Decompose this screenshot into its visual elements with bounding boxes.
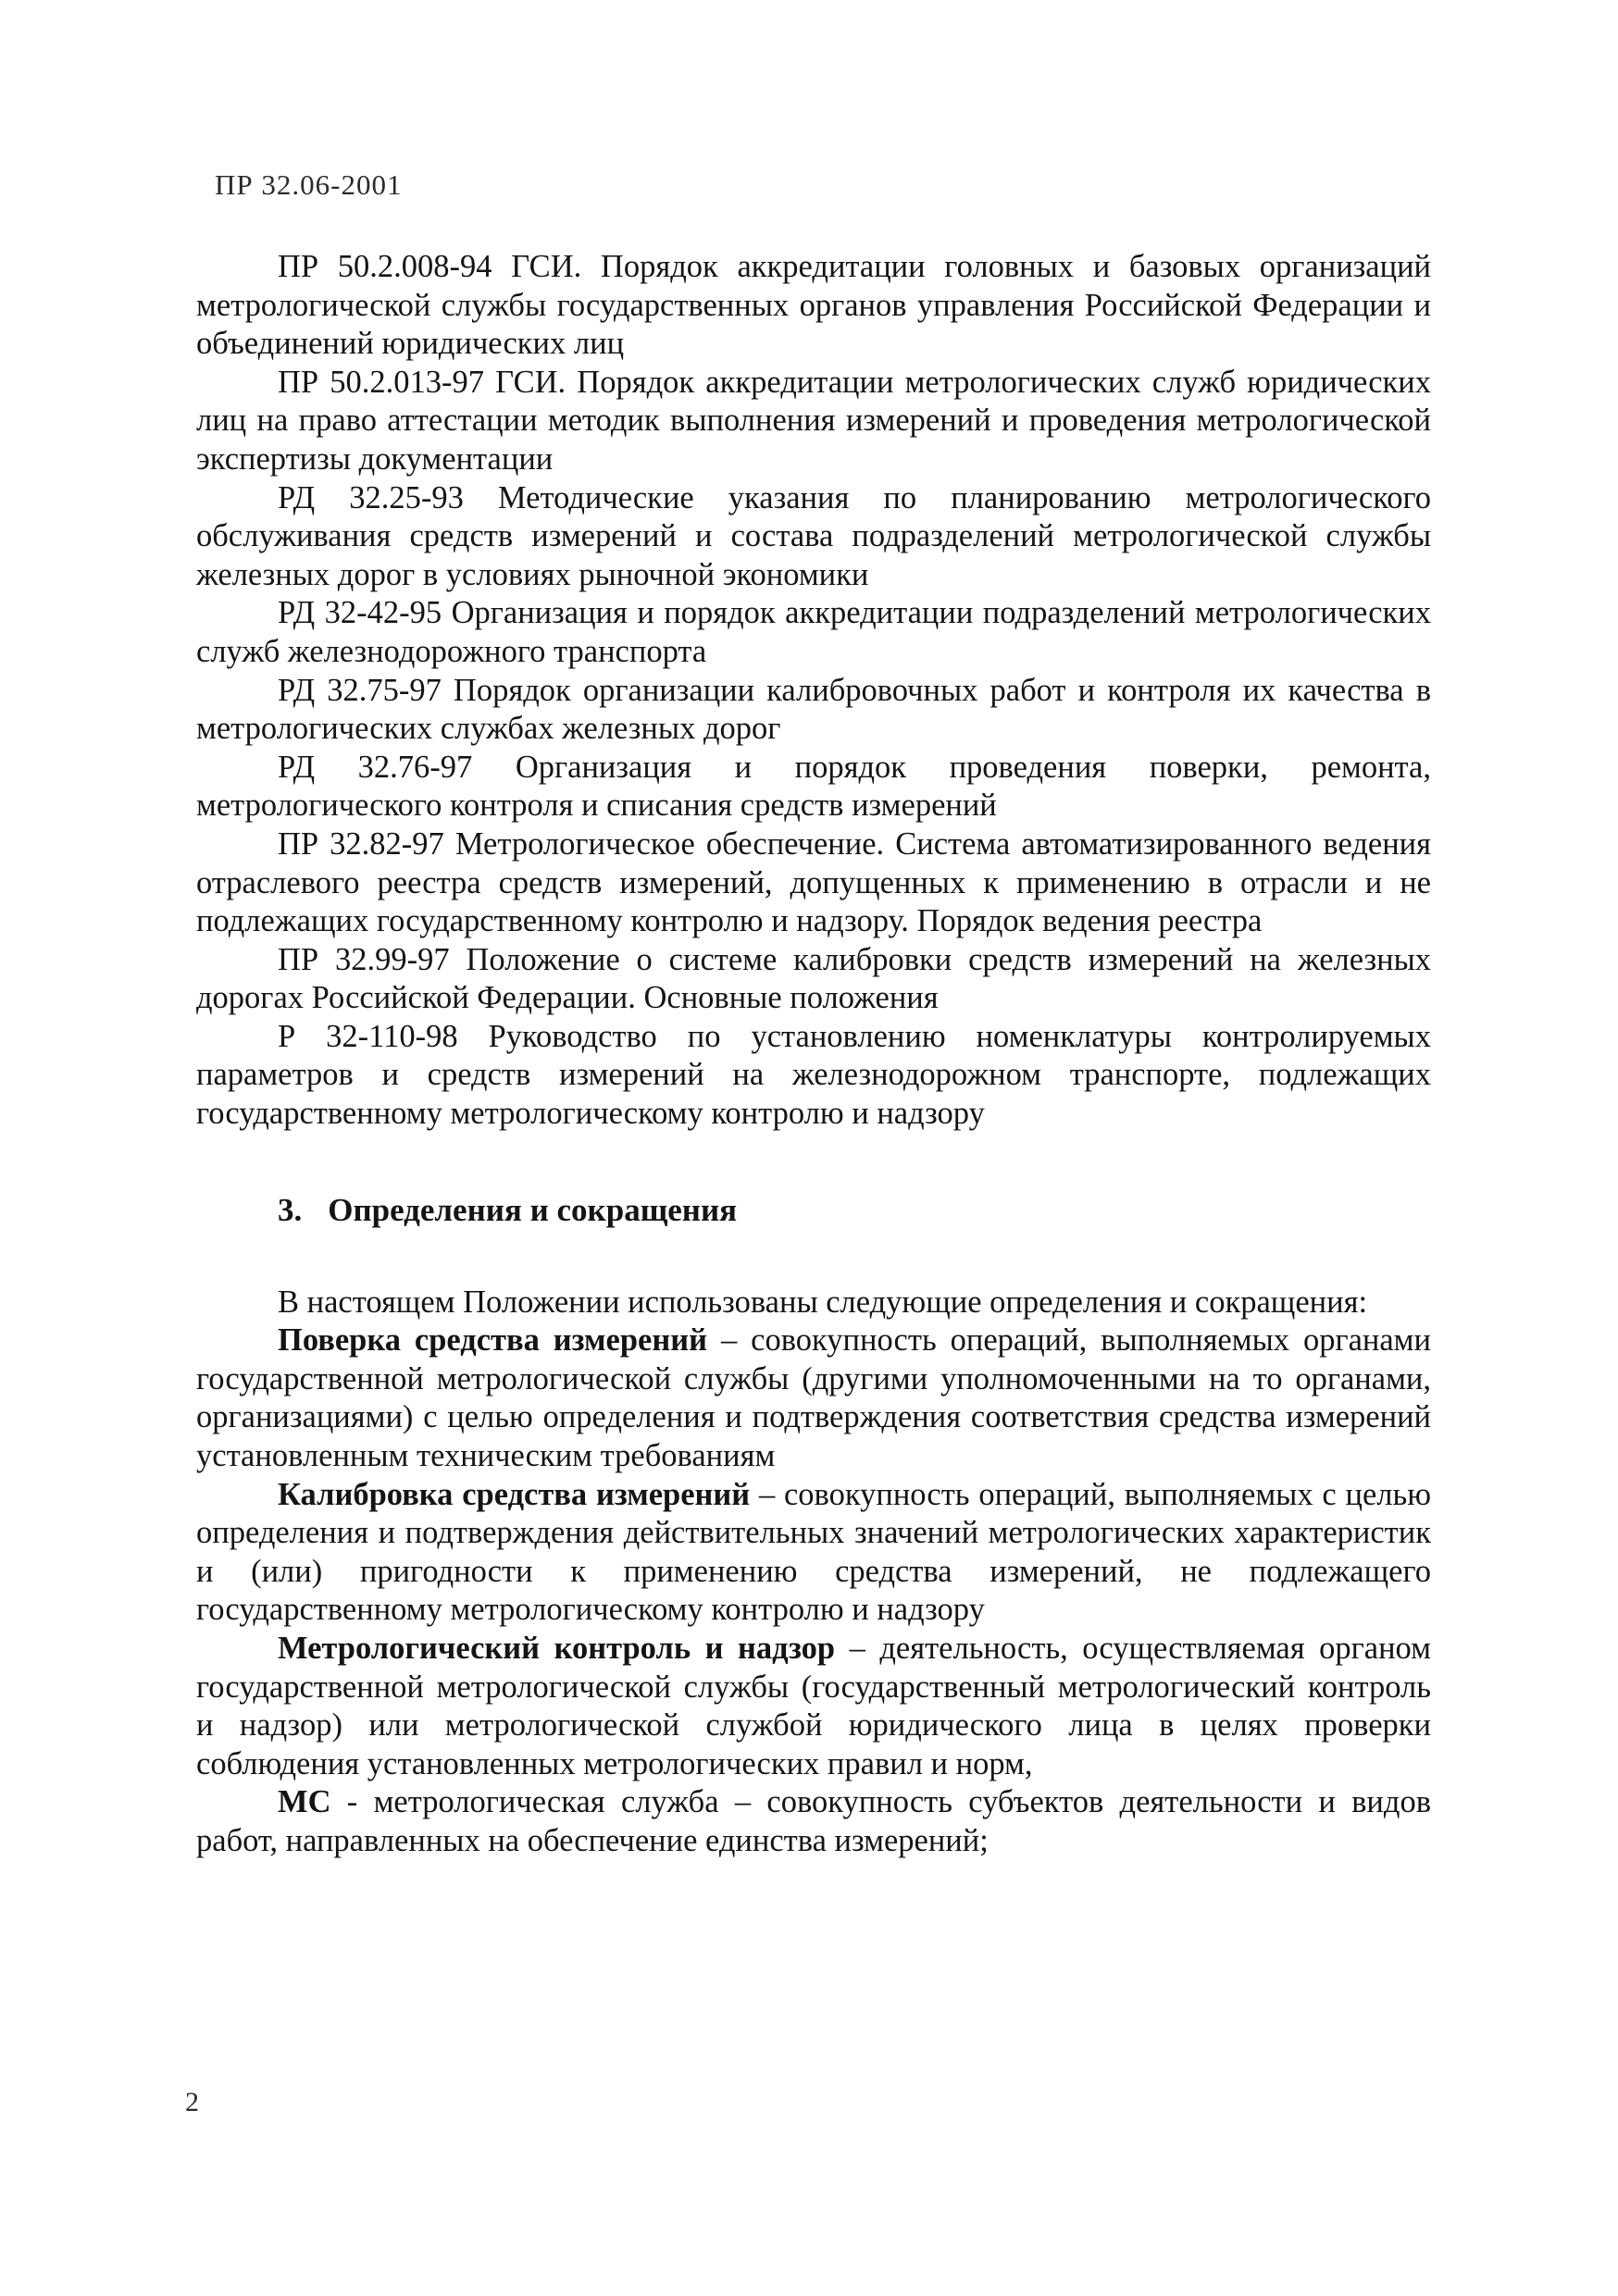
definition-term: Метрологический контроль и надзор — [278, 1631, 836, 1666]
reference-item: ПР 50.2.013-97 ГСИ. Порядок аккредитации метрологических служб юридических лиц на право аттестации методик выполнения измерений и проведения метрологической экспертизы документации — [196, 364, 1431, 477]
reference-item: РД 32.75-97 Порядок организации калибровочных работ и контроля их качества в метрологических службах железных дорог — [196, 672, 1431, 747]
reference-item: Р 32-110-98 Руководство по установлению номенклатуры контролируемых параметров и средств измерений на железнодорожном транспорте, подлежащих государственному метрологическому контролю и надзору — [196, 1018, 1431, 1132]
definitions-list — [196, 1284, 1431, 1861]
page-content — [196, 248, 1431, 1861]
reference-list — [196, 248, 1431, 1134]
definition-term: Поверка средства измерений — [278, 1322, 707, 1359]
definition-text: – деятельность, осуществляемая органом государственной метрологической службы (государственный метрологический контроль и надзор) или метрологической службой юридического лица в целях проверки соблюдения установленных метрологических правил и норм, — [196, 1631, 1431, 1781]
page-number: 2 — [185, 2087, 199, 2117]
definition-item — [196, 1630, 1431, 1783]
section-number: 3. — [278, 1191, 303, 1228]
reference-item: ПР 32.99-97 Положение о системе калибровки средств измерений на железных дорогах Российской Федерации. Основные положения — [196, 941, 1431, 1016]
definition-text: – совокупность операций, выполняемых органами государственной метрологической службы (другими уполномоченными на то органами, организациями) с целью определения и подтверждения соответствия средства измерений установленным техническим требованиям — [196, 1322, 1431, 1474]
reference-item: РД 32.25-93 Методические указания по планированию метрологического обслуживания средств измерений и состава подразделений метрологической службы железных дорог в условиях рыночной экономики — [196, 479, 1431, 592]
definition-term: Калибровка средства измерений — [278, 1476, 751, 1512]
section-intro: В настоящем Положении использованы следующие определения и сокращения: — [278, 1284, 1368, 1320]
reference-item: ПР 32.82-97 Метрологическое обеспечение. Система автоматизированного ведения отраслевого реестра средств измерений, допущенных к применению в отрасли и не подлежащих государственному контролю и надзору. Порядок ведения реестра — [196, 825, 1431, 939]
reference-item: РД 32-42-95 Организация и порядок аккредитации подразделений метрологических служб железнодорожного транспорта — [196, 595, 1431, 669]
definition-text: - метрологическая служба – совокупность субъектов деятельности и видов работ, направленных на обеспечение единства измерений; — [196, 1784, 1431, 1858]
section-heading — [196, 1191, 1431, 1230]
definition-item — [196, 1476, 1431, 1630]
definition-item — [196, 1322, 1431, 1475]
definition-text: – совокупность операций, выполняемых с целью определения и подтверждения действительных значений метрологических характеристик и (или) пригодности к применению средства измерений, не подлежащего государственному метрологическому контролю и надзору — [196, 1476, 1431, 1628]
reference-item: ПР 50.2.008-94 ГСИ. Порядок аккредитации головных и базовых организаций метрологической службы государственных органов управления Российской Федерации и объединений юридических лиц — [196, 249, 1431, 362]
reference-item: РД 32.76-97 Организация и порядок проведения поверки, ремонта, метрологического контроля и списания средств измерений — [196, 749, 1431, 824]
definition-item — [196, 1783, 1431, 1860]
definition-term: МС — [278, 1784, 331, 1820]
running-header: ПР 32.06-2001 — [215, 168, 403, 201]
section-title: Определения и сокращения — [328, 1191, 738, 1228]
